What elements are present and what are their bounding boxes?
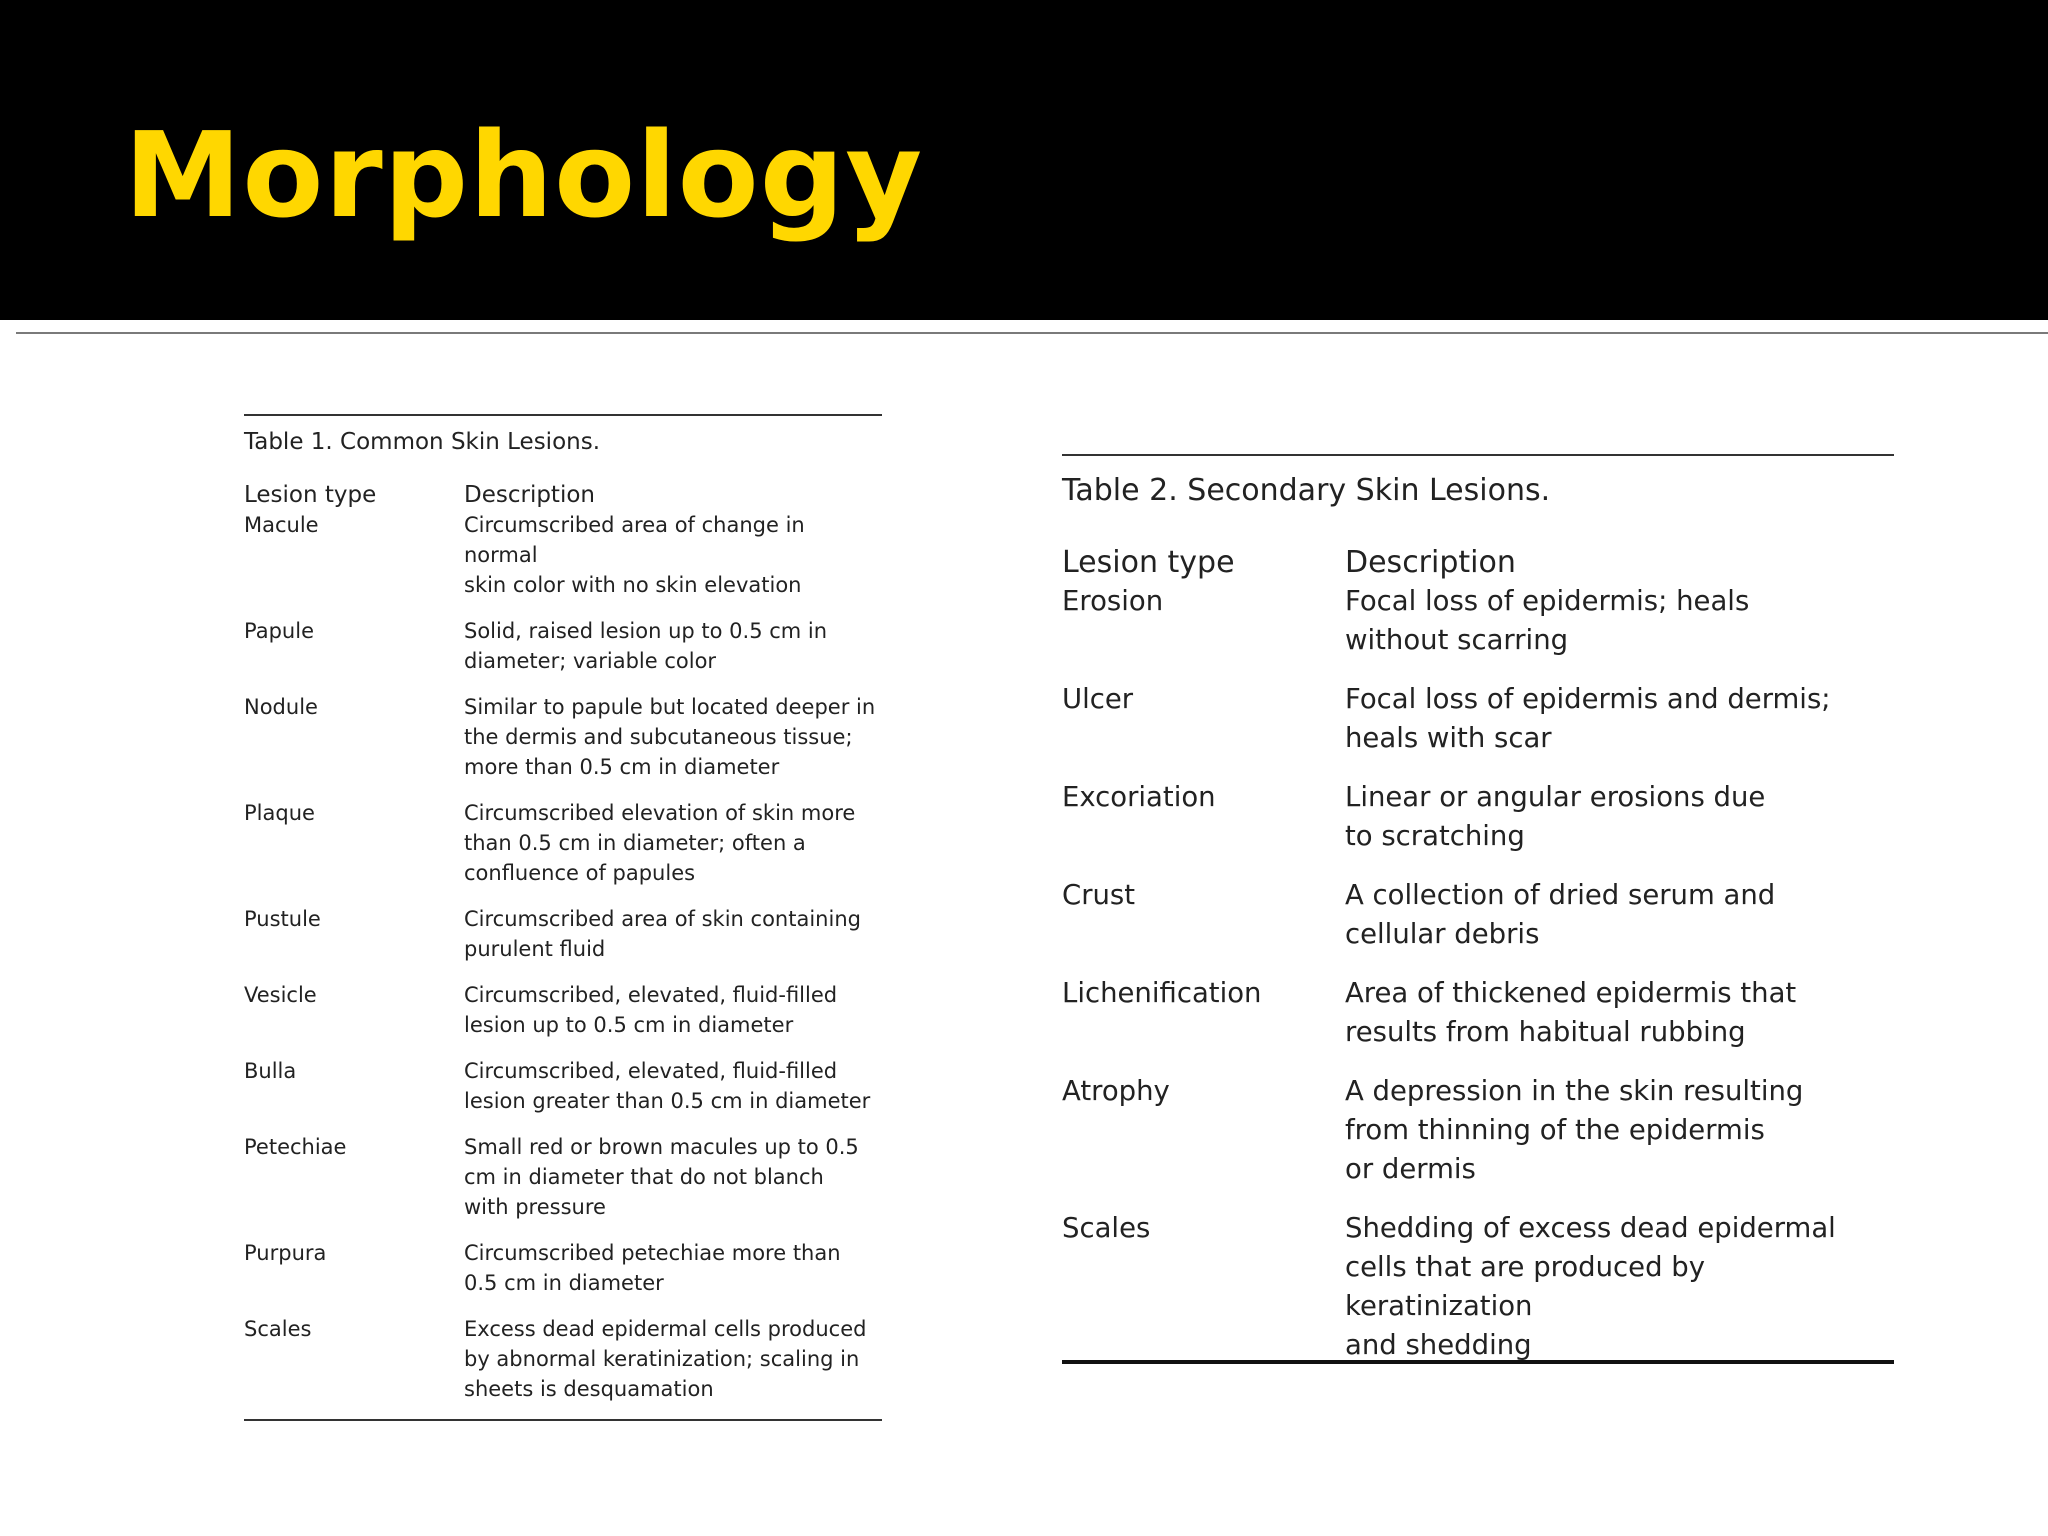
description-line: lesion greater than 0.5 cm in diameter [464, 1089, 871, 1113]
description-line: with pressure [464, 1195, 606, 1219]
description-line: Linear or angular erosions due [1345, 781, 1766, 813]
table1-caption: Table 1. Common Skin Lesions. [244, 429, 601, 455]
table-row [244, 692, 882, 782]
lesion-description-cell [464, 980, 882, 1040]
table-row [1062, 680, 1894, 758]
lesion-description-cell [464, 904, 882, 964]
description-line: by abnormal keratinization; scaling in [464, 1347, 860, 1371]
description-line: A collection of dried serum and [1345, 879, 1776, 911]
table-row [244, 1132, 882, 1222]
table-row [244, 510, 882, 600]
lesion-type-cell: Pustule [244, 907, 321, 931]
lesion-type-cell: Petechiae [244, 1135, 347, 1159]
description-line: confluence of papules [464, 861, 696, 885]
table2-header-description: Description [1345, 545, 1516, 580]
table-row [244, 1314, 882, 1404]
lesion-type-cell: Crust [1062, 879, 1136, 911]
description-line: diameter; variable color [464, 649, 717, 673]
description-line: than 0.5 cm in diameter; often a [464, 831, 806, 855]
table1-header-type: Lesion type [244, 482, 377, 508]
lesion-description-cell [464, 692, 882, 782]
lesion-description-cell [464, 616, 882, 676]
description-line: Circumscribed elevation of skin more [464, 801, 856, 825]
description-line: Circumscribed, elevated, fluid-filled [464, 983, 838, 1007]
description-line: cm in diameter that do not blanch [464, 1165, 824, 1189]
table-secondary-skin-lesions [1062, 454, 1894, 1385]
table-row [244, 1056, 882, 1116]
slide-header [0, 0, 2048, 320]
lesion-type-cell: Scales [1062, 1212, 1151, 1244]
description-line: heals with scar [1345, 722, 1552, 754]
description-line: Shedding of excess dead epidermal [1345, 1212, 1836, 1244]
description-line: Small red or brown macules up to 0.5 [464, 1135, 859, 1159]
lesion-description-cell [1345, 876, 1894, 954]
lesion-description-cell [1345, 680, 1894, 758]
table-common-skin-lesions [244, 414, 882, 1420]
description-line: Excess dead epidermal cells produced [464, 1317, 867, 1341]
table-row [1062, 876, 1894, 954]
lesion-description-cell [464, 1314, 882, 1404]
description-line: and shedding [1345, 1329, 1532, 1361]
table-row [1062, 1209, 1894, 1365]
lesion-type-cell: Ulcer [1062, 683, 1134, 715]
table2-caption: Table 2. Secondary Skin Lesions. [1062, 473, 1551, 508]
description-line: lesion up to 0.5 cm in diameter [464, 1013, 794, 1037]
description-line: Area of thickened epidermis that [1345, 977, 1797, 1009]
description-line: to scratching [1345, 820, 1525, 852]
table-row [1062, 974, 1894, 1052]
table1-header-description: Description [464, 482, 595, 508]
lesion-type-cell: Atrophy [1062, 1075, 1170, 1107]
description-line: Circumscribed petechiae more than [464, 1241, 841, 1265]
description-line: the dermis and subcutaneous tissue; [464, 725, 853, 749]
slide-title: Morphology [124, 106, 924, 244]
lesion-description-cell [464, 1132, 882, 1222]
lesion-description-cell [464, 1238, 882, 1298]
table-row [244, 616, 882, 676]
description-line: or dermis [1345, 1153, 1476, 1185]
table-row [244, 904, 882, 964]
description-line: Circumscribed area of change in normal [464, 513, 805, 567]
description-line: results from habitual rubbing [1345, 1016, 1746, 1048]
table-row [1062, 1072, 1894, 1189]
table2-body [1062, 582, 1894, 1365]
lesion-type-cell: Vesicle [244, 983, 317, 1007]
description-line: cells that are produced by keratinization [1345, 1251, 1706, 1322]
description-line: Circumscribed, elevated, fluid-filled [464, 1059, 838, 1083]
lesion-description-cell [1345, 778, 1894, 856]
table-row [1062, 582, 1894, 660]
lesion-type-cell: Papule [244, 619, 314, 643]
lesion-type-cell: Scales [244, 1317, 312, 1341]
table-row [244, 980, 882, 1040]
description-line: from thinning of the epidermis [1345, 1114, 1765, 1146]
description-line: more than 0.5 cm in diameter [464, 755, 780, 779]
lesion-type-cell: Erosion [1062, 585, 1164, 617]
lesion-description-cell [1345, 582, 1894, 660]
lesion-type-cell: Macule [244, 513, 319, 537]
table1-body [244, 510, 882, 1404]
description-line: skin color with no skin elevation [464, 573, 802, 597]
table-row [244, 1238, 882, 1298]
lesion-description-cell [1345, 974, 1894, 1052]
lesion-type-cell: Nodule [244, 695, 318, 719]
description-line: Focal loss of epidermis and dermis; [1345, 683, 1831, 715]
lesion-description-cell [1345, 1209, 1894, 1365]
table1-header-row [244, 480, 882, 510]
description-line: cellular debris [1345, 918, 1540, 950]
lesion-type-cell: Lichenification [1062, 977, 1262, 1009]
lesion-description-cell [464, 510, 882, 600]
description-line: 0.5 cm in diameter [464, 1271, 664, 1295]
description-line: sheets is desquamation [464, 1377, 714, 1401]
lesion-type-cell: Bulla [244, 1059, 297, 1083]
table2-bottom-rule [1062, 1360, 1894, 1364]
description-line: A depression in the skin resulting [1345, 1075, 1804, 1107]
lesion-description-cell [464, 1056, 882, 1116]
table2-header-type: Lesion type [1062, 545, 1235, 580]
table1-bottom-rule [244, 1419, 882, 1421]
description-line: without scarring [1345, 624, 1569, 656]
table2-header-row [1062, 544, 1894, 582]
description-line: Similar to papule but located deeper in [464, 695, 876, 719]
description-line: Circumscribed area of skin containing [464, 907, 861, 931]
lesion-type-cell: Plaque [244, 801, 315, 825]
lesion-description-cell [1345, 1072, 1894, 1189]
lesion-type-cell: Excoriation [1062, 781, 1216, 813]
table-row [244, 798, 882, 888]
lesion-description-cell [464, 798, 882, 888]
description-line: Focal loss of epidermis; heals [1345, 585, 1750, 617]
description-line: purulent fluid [464, 937, 606, 961]
table1-top-rule [244, 414, 882, 416]
table2-top-rule [1062, 454, 1894, 456]
lesion-type-cell: Purpura [244, 1241, 327, 1265]
description-line: Solid, raised lesion up to 0.5 cm in [464, 619, 828, 643]
header-divider [16, 332, 2048, 334]
table-row [1062, 778, 1894, 856]
